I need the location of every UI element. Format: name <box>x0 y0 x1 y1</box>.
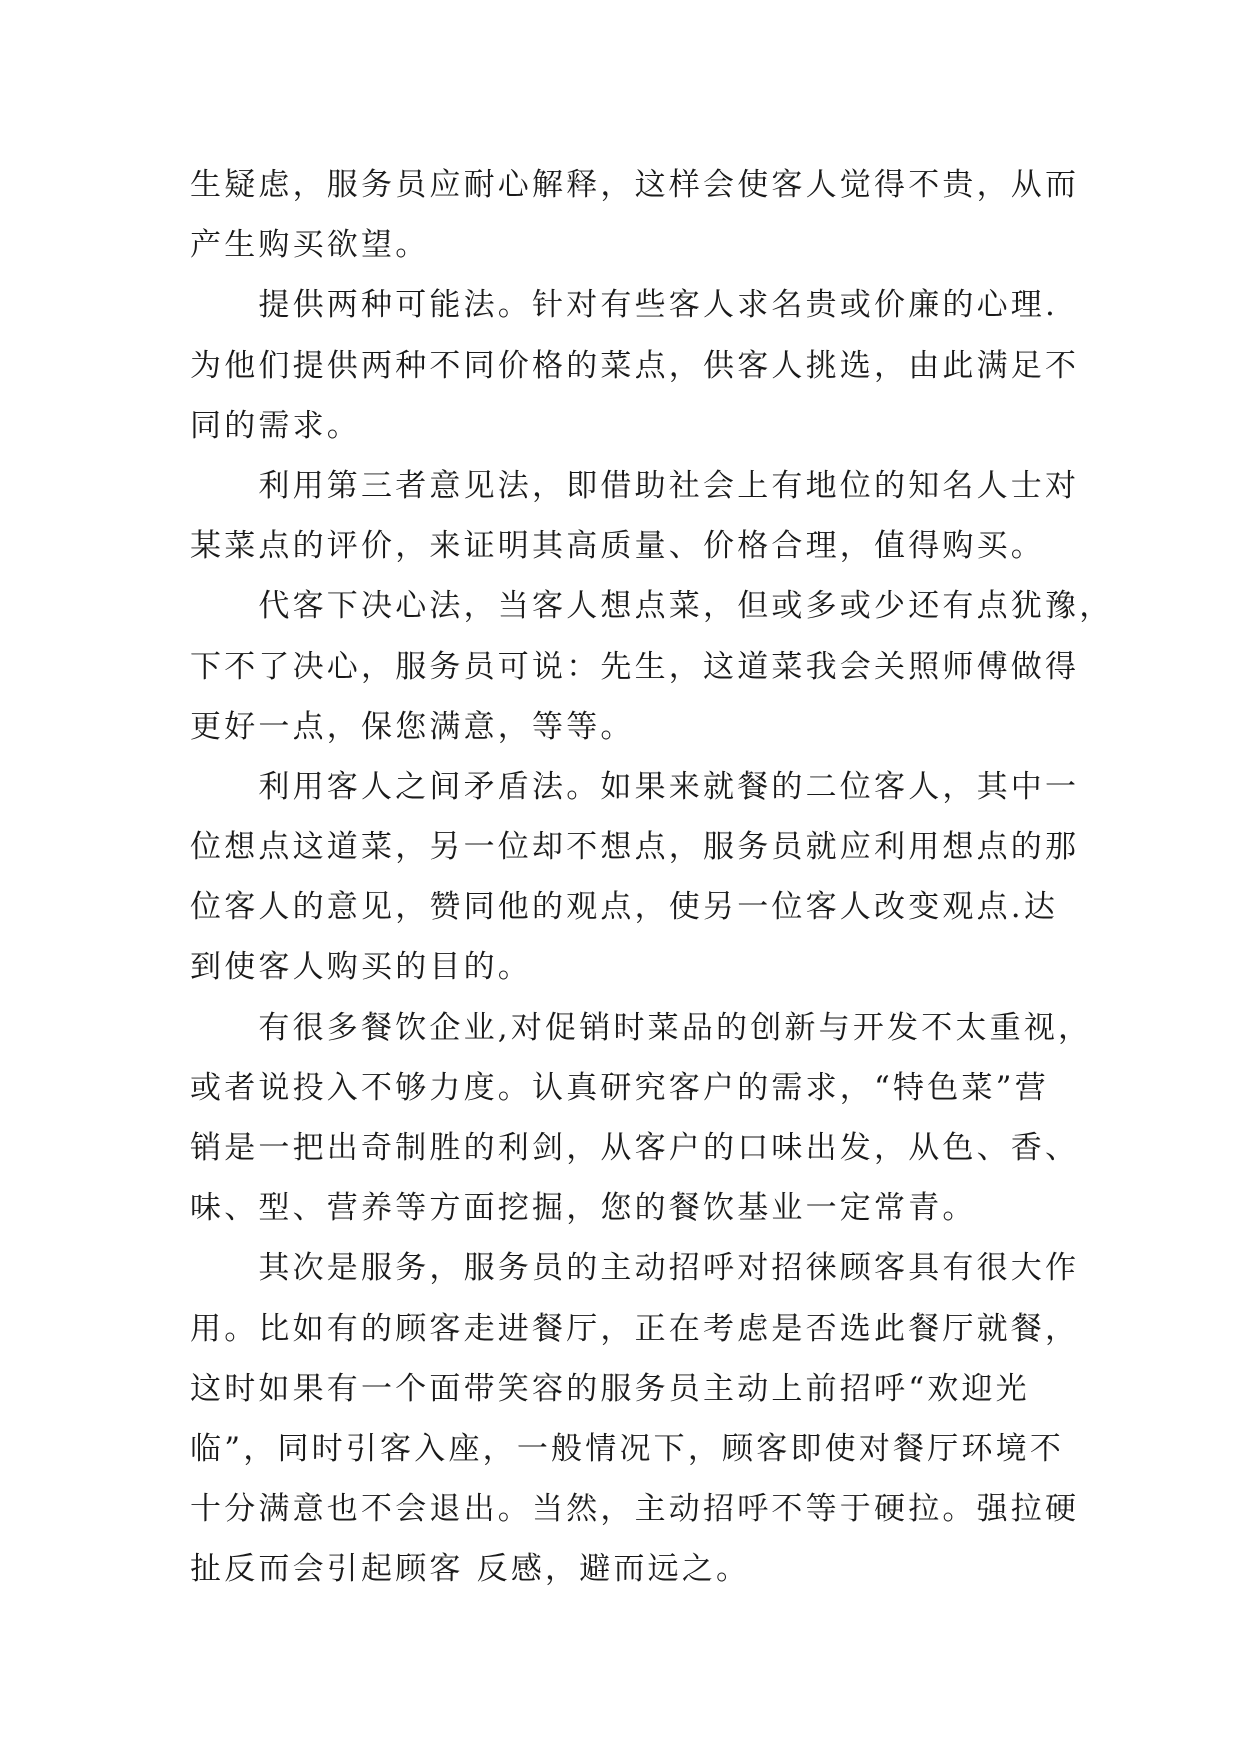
text-line: 这时如果有一个面带笑容的服务员主动上前招呼“欢迎光 <box>190 1370 1030 1407</box>
text-line: 扯反而会引起顾客 反感，避而远之。 <box>190 1551 751 1588</box>
text-line: 利用客人之间矛盾法。如果来就餐的二位客人，其中一 <box>190 768 1080 805</box>
text-line: 位想点这道菜，另一位却不想点，服务员就应利用想点的那 <box>190 829 1080 866</box>
text-line: 临”，同时引客入座，一般情况下，顾客即使对餐厅环境不 <box>190 1430 1065 1467</box>
body-text <box>190 155 1114 1600</box>
text-line: 位客人的意见，赞同他的观点，使另一位客人改变观点.达 <box>190 889 1059 926</box>
text-line: 代客下决心法，当客人想点菜，但或多或少还有点犹豫， <box>190 588 1114 625</box>
text-line: 同的需求。 <box>190 407 361 444</box>
text-line: 为他们提供两种不同价格的菜点，供客人挑选，由此满足不 <box>190 347 1080 384</box>
text-line: 下不了决心，服务员可说：先生，这道菜我会关照师傅做得 <box>190 648 1080 685</box>
text-line: 更好一点，保您满意，等等。 <box>190 708 635 745</box>
text-line: 或者说投入不够力度。认真研究客户的需求，“特色菜”营 <box>190 1069 1049 1106</box>
text-line: 提供两种可能法。针对有些客人求名贵或价廉的心理. <box>190 287 1059 324</box>
text-line: 到使客人购买的目的。 <box>190 949 532 986</box>
text-line: 某菜点的评价，来证明其高质量、价格合理，值得购买。 <box>190 528 1045 565</box>
text-line: 其次是服务，服务员的主动招呼对招徕顾客具有很大作 <box>190 1250 1080 1287</box>
text-line: 利用第三者意见法，即借助社会上有地位的知名人士对 <box>190 467 1080 504</box>
text-line: 十分满意也不会退出。当然，主动招呼不等于硬拉。强拉硬 <box>190 1491 1080 1528</box>
text-line: 味、型、营养等方面挖掘，您的餐饮基业一定常青。 <box>190 1190 977 1227</box>
text-line: 销是一把出奇制胜的利剑，从客户的口味出发，从色、香、 <box>190 1130 1080 1166</box>
text-line: 有很多餐饮企业,对促销时菜品的创新与开发不太重视， <box>190 1009 1093 1046</box>
text-line: 产生购买欲望。 <box>190 227 430 264</box>
text-line: 生疑虑，服务员应耐心解释，这样会使客人觉得不贵，从而 <box>190 167 1080 203</box>
text-line: 用。比如有的顾客走进餐厅，正在考虑是否选此餐厅就餐， <box>190 1310 1080 1347</box>
